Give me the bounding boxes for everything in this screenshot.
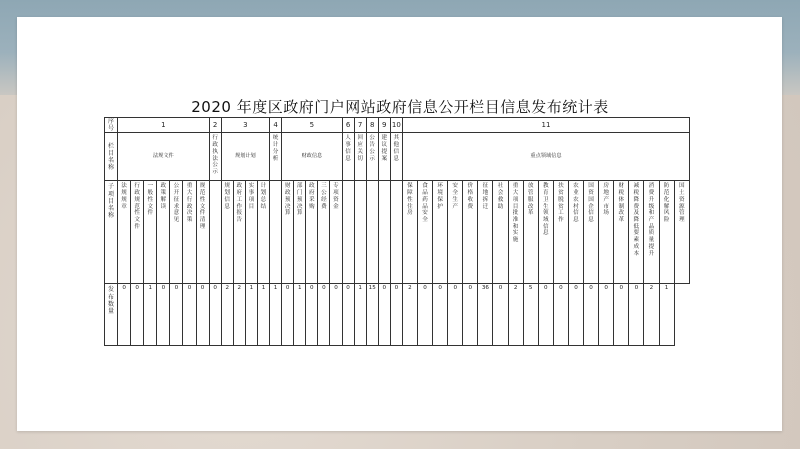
group-name-9: 建议提案 — [378, 133, 390, 181]
count-cell: 1 — [354, 284, 366, 346]
sub-item: 重大行政决策 — [183, 181, 196, 284]
count-cell: 0 — [584, 284, 599, 346]
group-num-9: 9 — [378, 118, 390, 133]
count-cell: 2 — [508, 284, 523, 346]
group-num-2: 2 — [209, 118, 221, 133]
seq-row — [105, 118, 690, 133]
row-header-sub-item: 子项目名称 — [105, 181, 118, 284]
group-num-8: 8 — [366, 118, 378, 133]
group-name-5: 财政信息 — [282, 133, 342, 181]
sub-item: 规范性文件清理 — [196, 181, 209, 284]
sub-item: 实事项目 — [245, 181, 257, 284]
count-cell: 0 — [568, 284, 583, 346]
count-cell: 15 — [366, 284, 378, 346]
sub-item-empty — [342, 181, 354, 284]
count-cell: 1 — [257, 284, 269, 346]
count-cell: 0 — [170, 284, 183, 346]
group-num-7: 7 — [354, 118, 366, 133]
sub-item-empty — [378, 181, 390, 284]
sub-item: 财政预决算 — [282, 181, 294, 284]
row-header-seq: 序号 — [105, 118, 118, 133]
sub-item: 保障性住房 — [402, 181, 417, 284]
group-num-3: 3 — [221, 118, 269, 133]
count-cell: 0 — [463, 284, 478, 346]
sub-item: 社会救助 — [493, 181, 508, 284]
count-cell: 0 — [157, 284, 170, 346]
count-cell: 0 — [433, 284, 448, 346]
sub-item: 三公经费 — [318, 181, 330, 284]
sub-item: 消费升级和产品质量提升 — [644, 181, 659, 284]
count-cell: 0 — [378, 284, 390, 346]
count-cell: 0 — [390, 284, 402, 346]
group-name-10: 其他信息 — [390, 133, 402, 181]
sub-item: 房地产市场 — [599, 181, 614, 284]
count-cell: 1 — [270, 284, 282, 346]
count-cell: 0 — [282, 284, 294, 346]
count-cell: 2 — [233, 284, 245, 346]
sub-item: 防范化解风险 — [659, 181, 674, 284]
sub-item-row — [105, 181, 690, 284]
group-name-row — [105, 133, 690, 181]
row-header-column-name: 栏目名称 — [105, 133, 118, 181]
count-cell: 1 — [144, 284, 157, 346]
sub-item: 政府采购 — [306, 181, 318, 284]
group-num-6: 6 — [342, 118, 354, 133]
sub-item-empty — [209, 181, 221, 284]
count-cell: 0 — [599, 284, 614, 346]
group-name-3: 规划计划 — [221, 133, 269, 181]
row-header-count: 发布数量 — [105, 284, 118, 346]
sub-item: 农业农村信息 — [568, 181, 583, 284]
count-cell: 2 — [221, 284, 233, 346]
count-cell: 1 — [245, 284, 257, 346]
sub-item: 规划信息 — [221, 181, 233, 284]
count-cell: 0 — [209, 284, 221, 346]
sub-item: 一般性文件 — [144, 181, 157, 284]
sub-item: 专项资金 — [330, 181, 342, 284]
count-cell: 0 — [330, 284, 342, 346]
sub-item: 价格收费 — [463, 181, 478, 284]
count-cell: 0 — [553, 284, 568, 346]
count-cell: 0 — [418, 284, 433, 346]
sub-item: 减税降费及降低要素成本 — [629, 181, 644, 284]
count-cell: 2 — [644, 284, 659, 346]
count-cell: 1 — [294, 284, 306, 346]
sub-item: 放管服改革 — [523, 181, 538, 284]
count-cell: 1 — [659, 284, 674, 346]
sub-item: 重大项目批准和实施 — [508, 181, 523, 284]
group-num-5: 5 — [282, 118, 342, 133]
count-cell: 0 — [196, 284, 209, 346]
count-cell: 36 — [478, 284, 493, 346]
sub-item: 安全生产 — [448, 181, 463, 284]
sub-item: 环境保护 — [433, 181, 448, 284]
group-name-11: 重点领域信息 — [402, 133, 689, 181]
sub-item-empty — [366, 181, 378, 284]
count-cell: 0 — [538, 284, 553, 346]
count-cell: 0 — [183, 284, 196, 346]
page-title: 2020 年度区政府门户网站政府信息公开栏目信息发布统计表 — [191, 98, 609, 116]
count-cell: 0 — [493, 284, 508, 346]
sub-item: 部门预决算 — [294, 181, 306, 284]
count-cell: 0 — [131, 284, 144, 346]
count-cell: 0 — [448, 284, 463, 346]
sub-item: 征地拆迁 — [478, 181, 493, 284]
sub-item-empty — [390, 181, 402, 284]
group-name-7: 回应关切 — [354, 133, 366, 181]
count-cell: 0 — [629, 284, 644, 346]
group-name-1: 法规文件 — [118, 133, 210, 181]
sub-item: 国土资源管理 — [674, 181, 689, 284]
group-num-11: 11 — [402, 118, 689, 133]
sub-item: 计划总结 — [257, 181, 269, 284]
count-cell: 5 — [523, 284, 538, 346]
sub-item-empty — [270, 181, 282, 284]
statistics-table — [104, 117, 690, 346]
sub-item: 法规规章 — [118, 181, 131, 284]
count-cell: 2 — [402, 284, 417, 346]
sub-item-empty — [354, 181, 366, 284]
sub-item: 财税体制改革 — [614, 181, 629, 284]
count-cell: 0 — [342, 284, 354, 346]
sub-item: 国资国企信息 — [584, 181, 599, 284]
group-num-10: 10 — [390, 118, 402, 133]
count-cell: 0 — [614, 284, 629, 346]
group-num-4: 4 — [270, 118, 282, 133]
count-cell: 0 — [118, 284, 131, 346]
sub-item: 政府工作报告 — [233, 181, 245, 284]
sub-item: 食品药品安全 — [418, 181, 433, 284]
sub-item: 行政规范性文件 — [131, 181, 144, 284]
group-name-6: 人事信息 — [342, 133, 354, 181]
group-name-4: 统计分析 — [270, 133, 282, 181]
count-cell: 0 — [306, 284, 318, 346]
group-name-2: 行政执法公示 — [209, 133, 221, 181]
sub-item: 扶贫脱贫工作 — [553, 181, 568, 284]
sub-item: 教育卫生领域信息 — [538, 181, 553, 284]
sub-item: 公开征求意见 — [170, 181, 183, 284]
count-cell: 0 — [318, 284, 330, 346]
group-num-1: 1 — [118, 118, 210, 133]
count-row — [105, 284, 690, 346]
group-name-8: 公告公示 — [366, 133, 378, 181]
sub-item: 政策解读 — [157, 181, 170, 284]
